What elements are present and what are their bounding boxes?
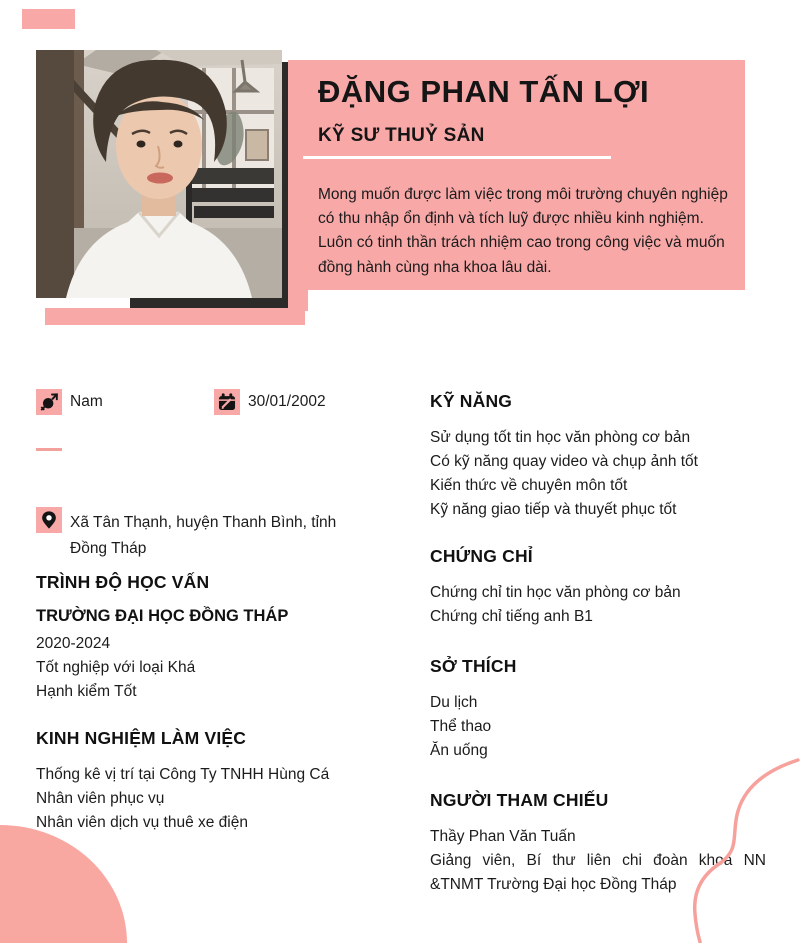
reference-description: Giảng viên, Bí thư liên chi đoàn khoa NN &TNMT Trường Đại học Đồng Tháp (430, 852, 766, 893)
photo-underline-bar (45, 308, 305, 325)
hobby-item: Ăn uống (430, 742, 488, 759)
references-heading: NGƯỜI THAM CHIẾU (430, 790, 609, 810)
profile-photo (36, 50, 282, 298)
gender-value: Nam (70, 393, 103, 410)
experience-item: Nhân viên dịch vụ thuê xe điện (36, 814, 248, 831)
profile-photo-illustration (36, 50, 282, 298)
birthdate-value: 30/01/2002 (248, 393, 326, 410)
profile-job-title: KỸ SƯ THUỶ SẢN (318, 125, 485, 146)
reference-name: Thầy Phan Văn Tuấn (430, 828, 576, 845)
education-heading: TRÌNH ĐỘ HỌC VẤN (36, 572, 210, 592)
address-value: Xã Tân Thạnh, huyện Thanh Bình, tỉnh Đồng Tháp (70, 514, 337, 557)
education-detail: Hạnh kiểm Tốt (36, 683, 137, 700)
experience-item: Nhân viên phục vụ (36, 790, 165, 807)
title-underline (303, 156, 611, 159)
skill-item: Sử dụng tốt tin học văn phòng cơ bản (430, 429, 691, 446)
skill-item: Có kỹ năng quay video và chụp ảnh tốt (430, 453, 698, 470)
gender-chip (36, 389, 62, 415)
skill-item: Kỹ năng giao tiếp và thuyết phục tốt (430, 501, 677, 518)
hobby-item: Thể thao (430, 718, 492, 735)
address-chip (36, 507, 62, 533)
hobby-item: Du lịch (430, 694, 478, 711)
experience-item: Thống kê vị trí tại Công Ty TNHH Hùng Cá (36, 766, 330, 783)
info-divider-line (36, 448, 62, 451)
gender-symbol-icon (38, 391, 60, 413)
education-period: 2020-2024 (36, 635, 111, 652)
top-left-accent-bar (22, 9, 75, 29)
experience-heading: KINH NGHIỆM LÀM VIỆC (36, 728, 247, 748)
skills-heading: KỸ NĂNG (430, 391, 513, 411)
certificates-heading: CHỨNG CHỈ (430, 546, 533, 566)
profile-name: ĐẶNG PHAN TẤN LỢI (318, 74, 650, 109)
birthdate-chip (214, 389, 240, 415)
left-column (36, 572, 396, 835)
calendar-edit-icon (216, 391, 238, 413)
profile-summary: Mong muốn được làm việc trong môi trường chuyên nghiệp có thu nhập ổn định và tích luỹ được nhiều kinh nghiệm. Luôn có tinh thần trách nhiệm cao trong công việc và muốn đồng hành cùng nha khoa lâu dài. (318, 186, 728, 276)
certificate-item: Chứng chỉ tin học văn phòng cơ bản (430, 584, 681, 601)
bottom-right-curve-decoration (678, 757, 800, 943)
header-box (288, 60, 745, 290)
certificate-item: Chứng chỉ tiếng anh B1 (430, 608, 593, 625)
bottom-left-quarter-circle (0, 825, 127, 943)
education-school: TRƯỜNG ĐẠI HỌC ĐỒNG THÁP (36, 607, 289, 625)
location-pin-icon (38, 509, 60, 531)
skill-item: Kiến thức về chuyên môn tốt (430, 477, 628, 494)
hobbies-heading: SỞ THÍCH (430, 656, 517, 676)
education-detail: Tốt nghiệp với loại Khá (36, 659, 196, 676)
